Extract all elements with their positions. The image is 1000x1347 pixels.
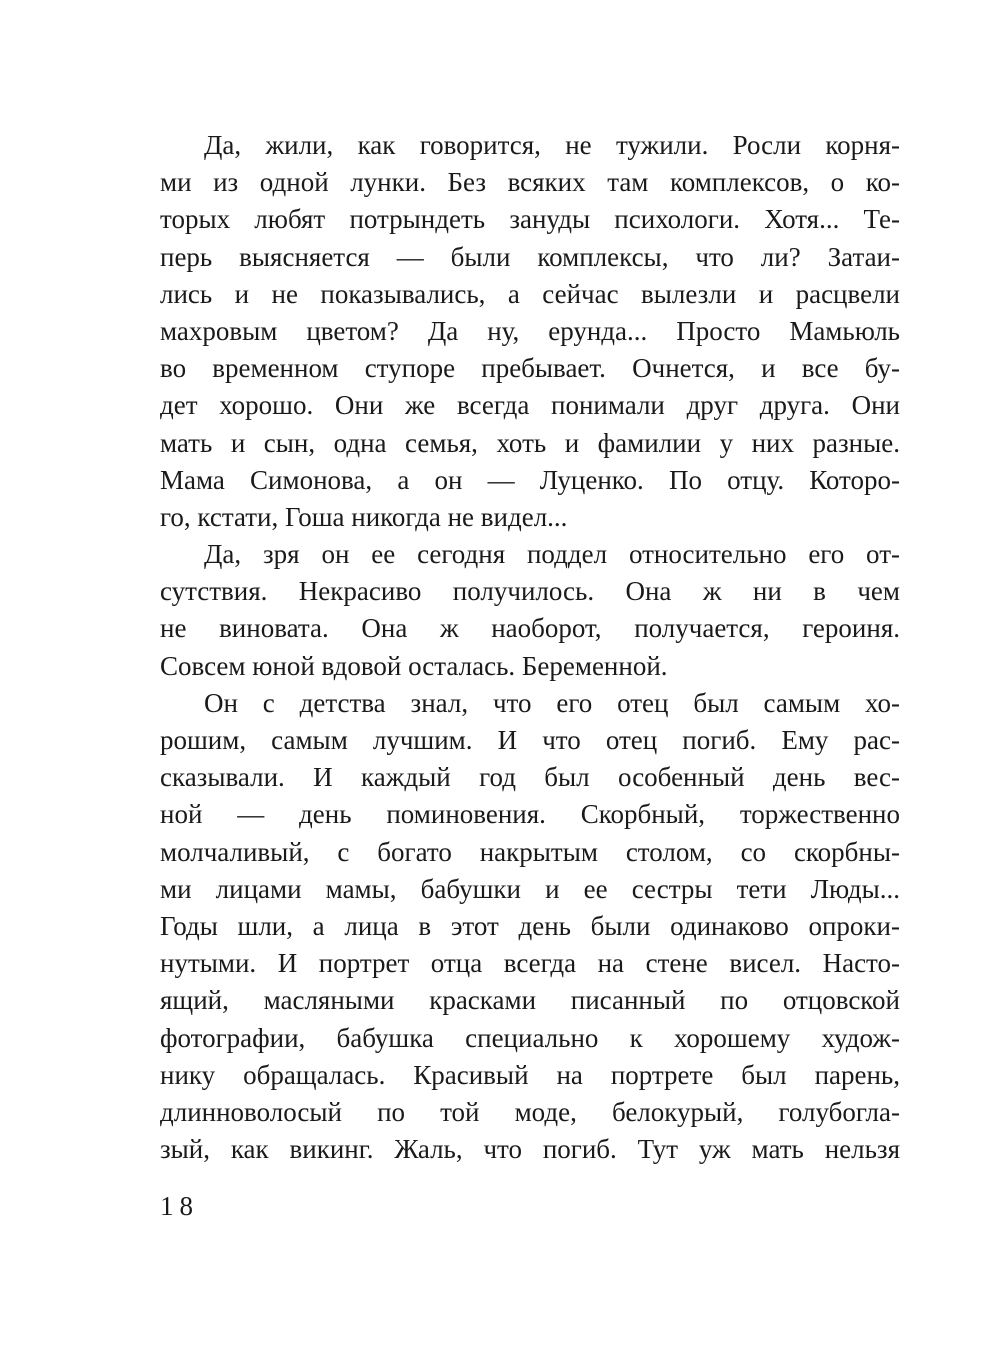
text-line: сутствия. Некрасиво получилось. Она ж ни в чем xyxy=(160,576,900,607)
text-line: сказывали. И каждый год был особенный день вес- xyxy=(160,762,900,793)
text-line: рошим, самым лучшим. И что отец погиб. Ему рас- xyxy=(160,725,900,755)
paragraph-3 xyxy=(160,685,900,1168)
text-line: Совсем юной вдовой осталась. Беременной. xyxy=(160,650,668,681)
text-line: Мама Симонова, а он — Луценко. По отцу. Которо- xyxy=(160,464,900,495)
text-line: махровым цветом? Да ну, ерунда... Просто Мамьюль xyxy=(160,315,900,346)
text-line: фотографии, бабушка специально к хорошему худож- xyxy=(160,1022,900,1053)
text-line: Да, зря он ее сегодня поддел относительно его от- xyxy=(204,539,900,570)
text-line: Да, жили, как говорится, не тужили. Росли корня- xyxy=(204,130,900,160)
text-line: ми из одной лунки. Без всяких там комплексов, о ко- xyxy=(160,167,900,198)
text-line: го, кстати, Гоша никогда не видел... xyxy=(160,501,568,532)
text-line: ной — день поминовения. Скорбный, торжественно xyxy=(160,799,900,830)
text-line: Годы шли, а лица в этот день были одинаково опроки- xyxy=(160,910,900,941)
text-line: не виновата. Она ж наоборот, получается, героиня. xyxy=(160,613,900,644)
text-line: ми лицами мамы, бабушки и ее сестры тети Люды... xyxy=(160,873,900,904)
body-text xyxy=(160,127,900,1168)
paragraph-2 xyxy=(160,536,900,685)
text-line: зый, как викинг. Жаль, что погиб. Тут уж мать нельзя xyxy=(160,1134,900,1165)
text-line: дет хорошо. Они же всегда понимали друг друга. Они xyxy=(160,390,900,421)
text-line: перь выясняется — были комплексы, что ли? Затаи- xyxy=(160,241,900,272)
text-line: торых любят потрындеть зануды психологи. Хотя... Те- xyxy=(160,204,900,235)
text-line: лись и не показывались, а сейчас вылезли и расцвели xyxy=(160,278,900,309)
text-line: ящий, масляными красками писанный по отцовской xyxy=(160,985,900,1016)
text-line: Он с детства знал, что его отец был самым хо- xyxy=(204,687,900,718)
text-line: нутыми. И портрет отца всегда на стене висел. Насто- xyxy=(160,948,900,979)
page-number: 18 xyxy=(160,1191,199,1221)
text-line: молчаливый, с богато накрытым столом, со скорбны- xyxy=(160,836,900,867)
paragraph-1 xyxy=(160,127,900,536)
text-line: нику обращалась. Красивый на портрете был парень, xyxy=(160,1059,900,1090)
text-line: мать и сын, одна семья, хоть и фамилии у них разные. xyxy=(160,427,900,458)
text-line: длинноволосый по той моде, белокурый, голубогла- xyxy=(160,1096,900,1127)
text-line: во временном ступоре пребывает. Очнется, и все бу- xyxy=(160,353,900,384)
